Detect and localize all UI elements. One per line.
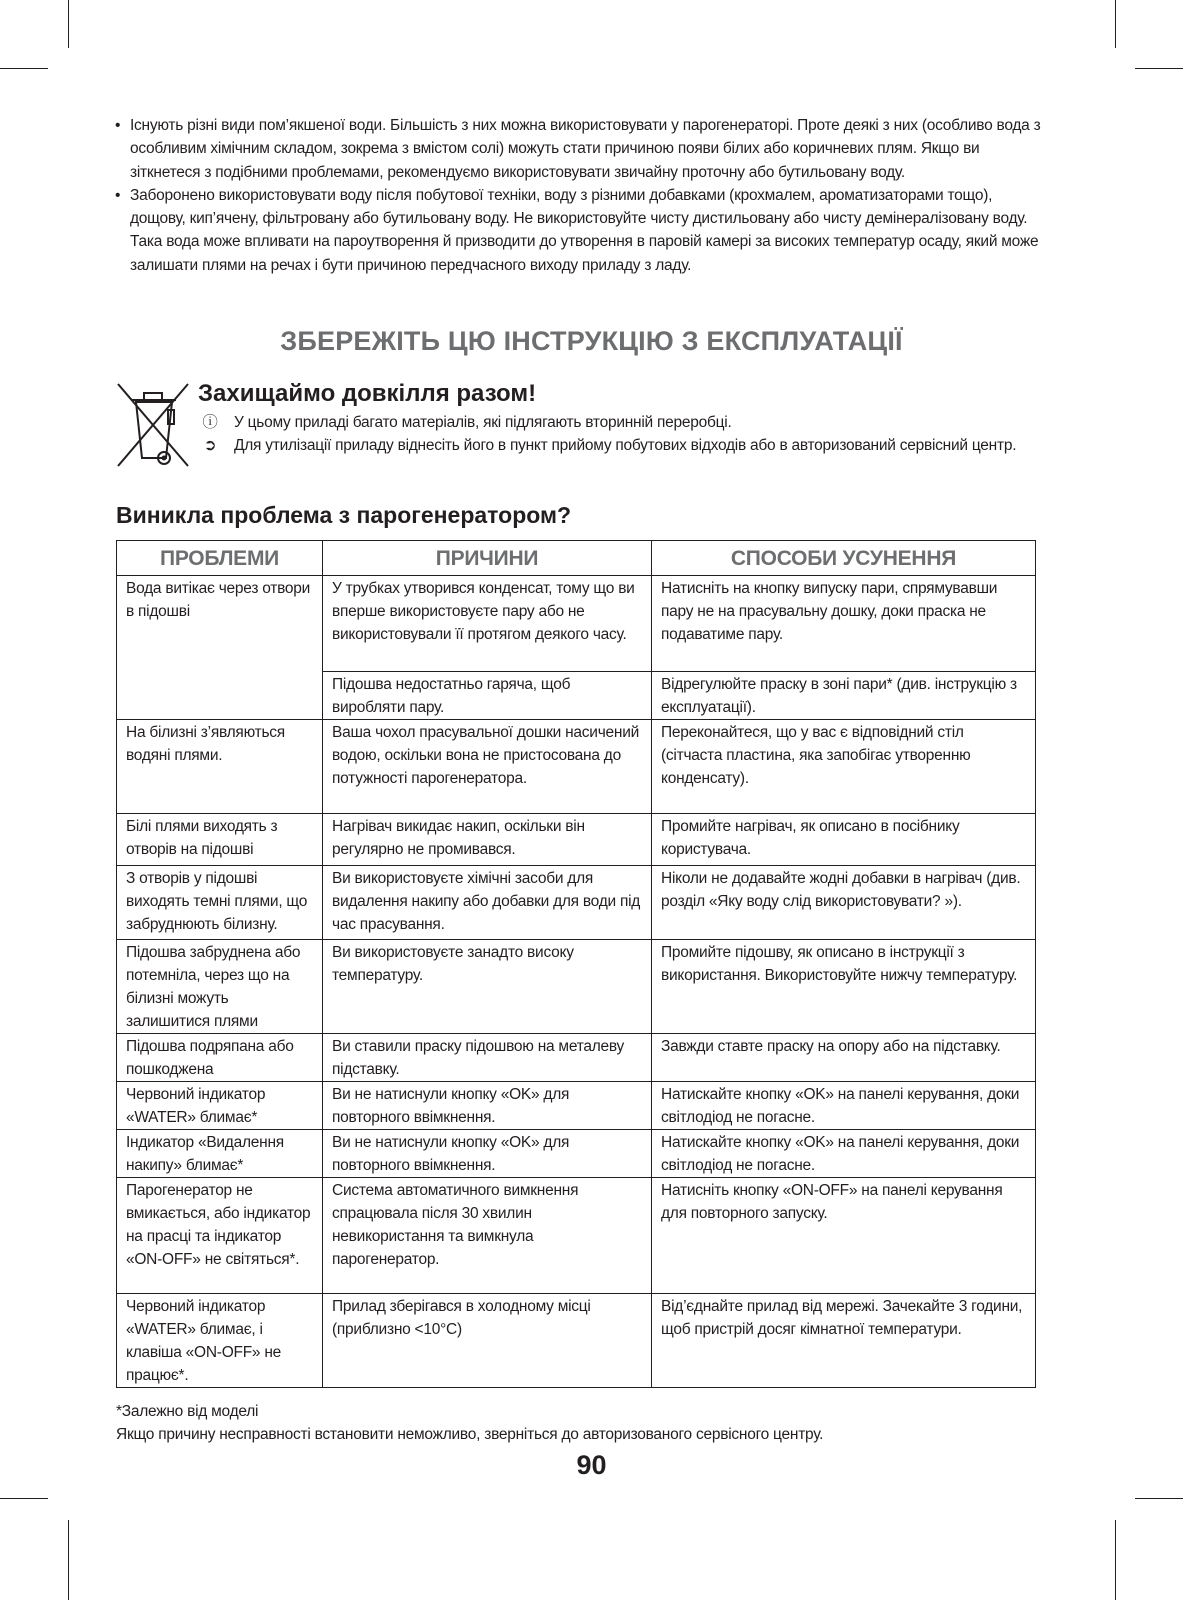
problem-cell: Червоний індикатор «WATER» блимає* — [117, 1082, 323, 1130]
save-instructions-heading: ЗБЕРЕЖІТЬ ЦЮ ІНСТРУКЦІЮ З ЕКСПЛУАТАЦІЇ — [280, 326, 903, 356]
problem-cell: Підошва подряпана або пошкоджена — [117, 1034, 323, 1082]
arrow-right-icon: ➲ — [203, 437, 217, 454]
solution-cell: Промийте підошву, як описано в інструкції з використання. Використовуйте нижчу температуру. — [652, 940, 1036, 1034]
info-icon: ⓘ — [202, 414, 218, 431]
solution-cell: Промийте нагрівач, як описано в посібнику користувача. — [652, 814, 1036, 866]
cause-cell: Ви не натиснули кнопку «OK» для повторного ввімкнення. — [323, 1082, 652, 1130]
solution-cell: Ніколи не додавайте жодні добавки в нагрівач (див. розділ «Яку воду слід використовувати? »). — [652, 866, 1036, 940]
solution-cell: Натискайте кнопку «OK» на панелі керування, доки світлодіод не погасне. — [652, 1082, 1036, 1130]
problem-cell: З отворів у підошві виходять темні плями, що забруднюють білизну. — [117, 866, 323, 940]
crop-mark — [68, 0, 69, 48]
bullet: • — [115, 186, 121, 204]
environment-item — [198, 411, 1018, 434]
environment-item — [198, 434, 1018, 457]
problem-cell: Білі плями виходять з отворів на підошві — [117, 814, 323, 866]
column-header-causes: ПРИЧИНИ — [323, 541, 652, 576]
cause-cell: Ви використовуєте занадто високу температуру. — [323, 940, 652, 1034]
solution-cell: Переконайтеся, що у вас є відповідний стіл (сітчаста пластина, яка запобігає утворенню конденсату). — [652, 720, 1036, 814]
problem-cell: Індикатор «Видалення накипу» блимає* — [117, 1130, 323, 1178]
water-note — [112, 114, 1042, 184]
cause-cell: Система автоматичного вимкнення спрацювала після 30 хвилин невикористання та вимкнула парогенератор. — [323, 1178, 652, 1294]
table-row — [117, 1130, 1036, 1178]
solution-cell: Завжди ставте праску на опору або на підставку. — [652, 1034, 1036, 1082]
problem-cell: Підошва забруднена або потемніла, через що на білизні можуть залишитися плями — [117, 940, 323, 1034]
crop-mark — [1115, 0, 1116, 48]
crop-mark — [1135, 1498, 1183, 1499]
table-row — [117, 576, 1036, 672]
environment-heading: Захищаймо довкілля разом! — [198, 380, 537, 407]
environment-item-text: У цьому приладі багато матеріалів, які підлягають вторинній переробці. — [234, 414, 732, 431]
cause-cell: Підошва недостатньо гаряча, щоб виробляти пару. — [323, 672, 652, 720]
footnotes — [116, 1400, 823, 1446]
environment-list — [198, 411, 1018, 457]
water-notes-list — [112, 114, 1042, 277]
problem-cell: Червоний індикатор «WATER» блимає, і клавіша «ON-OFF» не працює*. — [117, 1294, 323, 1388]
table-row — [117, 1178, 1036, 1294]
crop-mark — [1115, 1520, 1116, 1600]
table-row — [117, 814, 1036, 866]
solution-cell: Відрегулюйте праску в зоні пари* (див. інструкцію з експлуатації). — [652, 672, 1036, 720]
table-row — [117, 720, 1036, 814]
table-row — [117, 1294, 1036, 1388]
note-text: Існують різні види пом’якшеної води. Більшість з них можна використовувати у парогенераторі. Проте деякі з них (особливо вода з особливим хімічним складом, зокрема з вмістом солі) можуть стати причиною появи білих або коричневих плям. Якщо ви зіткнетеся з подібними проблемами, рекомендуємо використовувати звичайну проточну або бутильовану воду. — [130, 117, 1041, 181]
solution-cell: Натисніть на кнопку випуску пари, спрямувавши пару не на прасувальну дошку, доки праска не подаватиме пару. — [652, 576, 1036, 672]
bullet: • — [115, 117, 121, 134]
solution-cell: Від’єднайте прилад від мережі. Зачекайте 3 години, щоб пристрій досяг кімнатної температури. — [652, 1294, 1036, 1388]
solution-cell: Натисніть кнопку «ON-OFF» на панелі керування для повторного запуску. — [652, 1178, 1036, 1294]
table-row — [117, 1034, 1036, 1082]
footnote: *Залежно від моделі — [116, 1403, 259, 1420]
crop-mark — [0, 1498, 48, 1499]
troubleshooting-table — [116, 540, 1036, 1388]
crop-mark — [1135, 68, 1183, 69]
column-header-problems: ПРОБЛЕМИ — [117, 541, 323, 576]
note-text: Заборонено використовувати воду після побутової техніки, воду з різними добавками (крохмалем, ароматизаторами тощо), дощову, кип’ячену, фільтровану або бутильовану воду. Не використовуйте чисту дистильовану або чисту демінералізовану воду. Така вода може впливати на пароутворення й призводити до утворення в паровій камері за високих температур осаду, який може залишати плями на речах і бути причиною передчасного виходу приладу з ладу. — [130, 186, 1039, 274]
environment-item-text: Для утилізації приладу віднесіть його в пункт прийому побутових відходів або в авторизований сервісний центр. — [234, 437, 1017, 454]
problem-cell: На білизні з’являються водяні плями. — [117, 720, 323, 814]
table-row — [117, 940, 1036, 1034]
table-header-row — [117, 541, 1036, 576]
cause-cell: Ваша чохол прасувальної дошки насичений водою, оскільки вона не пристосована до потужності парогенератора. — [323, 720, 652, 814]
cause-cell: Ви використовуєте хімічні засоби для видалення накипу або добавки для води під час прасування. — [323, 866, 652, 940]
page-number: 90 — [576, 1450, 607, 1480]
table-row — [117, 1082, 1036, 1130]
crossed-out-bin-icon — [114, 380, 192, 470]
crop-mark — [0, 68, 48, 69]
water-note — [112, 184, 1042, 277]
cause-cell: Нагрівач викидає накип, оскільки він регулярно не промивався. — [323, 814, 652, 866]
problem-cell: Парогенератор не вмикається, або індикатор на прасці та індикатор «ON-OFF» не світяться*. — [117, 1178, 323, 1294]
problem-cell: Вода витікає через отвори в підошві — [117, 576, 323, 720]
cause-cell: Ви не натиснули кнопку «OK» для повторного ввімкнення. — [323, 1130, 652, 1178]
cause-cell: Прилад зберігався в холодному місці (приблизно <10°C) — [323, 1294, 652, 1388]
service-note: Якщо причину несправності встановити неможливо, зверніться до авторизованого сервісного центру. — [116, 1426, 824, 1443]
cause-cell: У трубках утворився конденсат, тому що ви вперше використовуєте пару або не використовували її протягом деякого часу. — [323, 576, 652, 672]
table-row — [117, 866, 1036, 940]
column-header-solutions: СПОСОБИ УСУНЕННЯ — [652, 541, 1036, 576]
troubleshooting-heading: Виникла проблема з парогенератором? — [116, 502, 572, 528]
cause-cell: Ви ставили праску підошвою на металеву підставку. — [323, 1034, 652, 1082]
solution-cell: Натискайте кнопку «OK» на панелі керування, доки світлодіод не погасне. — [652, 1130, 1036, 1178]
crop-mark — [68, 1520, 69, 1600]
